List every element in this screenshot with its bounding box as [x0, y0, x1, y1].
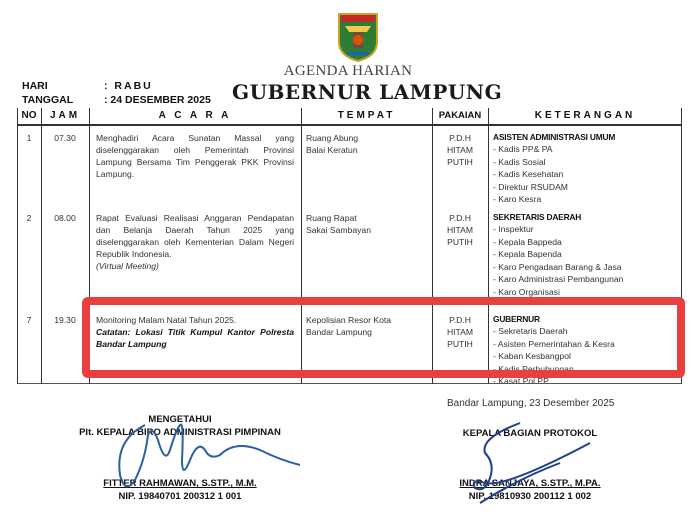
row-dress-line: P.D.H	[449, 213, 471, 223]
row-time: 08.00	[54, 213, 76, 223]
row-dress-line: PUTIH	[447, 339, 473, 349]
column-header-pakaian: PAKAIAN	[438, 110, 482, 121]
row-notes-item: - Karo Organisasi	[493, 286, 679, 299]
row-no: 1	[26, 133, 32, 143]
row-time: 07.30	[54, 133, 76, 143]
row-dress-line: HITAM	[446, 145, 474, 155]
row-notes-head: ASISTEN ADMINISTRASI UMUM	[493, 132, 616, 142]
row-dress-line: HITAM	[446, 327, 474, 337]
column-header-jam: JAM	[49, 110, 81, 121]
row-venue-line: Kepolisian Resor Kota	[306, 315, 392, 325]
row-no: 7	[26, 315, 32, 325]
row-activity-note: (Virtual Meeting)	[96, 261, 159, 271]
row-notes-item: - Kadis Perhubungan	[493, 363, 679, 376]
left-signature-icon	[110, 420, 310, 500]
row-notes-item: - Kepala Bapenda	[493, 248, 679, 261]
date-label: TANGGAL	[22, 94, 74, 106]
column-header-acara: A C A R A	[158, 110, 232, 121]
row-notes-item: - Kadis Sosial	[493, 156, 679, 169]
left-signer-title: Plt. KEPALA BIRO ADMINISTRASI PIMPINAN	[79, 427, 281, 438]
row-venue-line: Sakai Sambayan	[306, 225, 371, 235]
row-dress-line: PUTIH	[447, 157, 473, 167]
red-highlight-box	[82, 297, 685, 378]
row-activity: Monitoring Malam Natal Tahun 2025.	[96, 315, 237, 325]
row-notes-head: GUBERNUR	[493, 314, 540, 324]
acknowledged-label: MENGETAHUI	[148, 414, 212, 425]
lampung-emblem-logo	[337, 12, 379, 62]
row-notes-item: - Kasat Pol PP	[493, 375, 679, 383]
day-value: : RABU	[104, 80, 153, 92]
row-notes-item: - Kadis PP& PA	[493, 143, 679, 156]
column-divider	[41, 108, 42, 384]
row-activity: Rapat Evaluasi Realisasi Anggaran Pendapatan dan Belanja Daerah Tahun 2025 yang diselenggarakan oleh Kementerian Dalam Negeri Republik Indonesia.	[96, 213, 294, 259]
row-notes-item: - Karo Kesra	[493, 193, 679, 206]
row-notes-item: - Kepala Bappeda	[493, 236, 679, 249]
row-venue-line: Ruang Abung	[306, 133, 359, 143]
right-signature-icon	[460, 418, 600, 513]
agenda-title: AGENDA HARIAN	[283, 63, 413, 79]
column-header-tempat: TEMPAT	[337, 110, 396, 121]
row-dress-line: PUTIH	[447, 237, 473, 247]
row-notes-item: - Asisten Pemerintahan & Kesra	[493, 338, 679, 351]
row-dress-line: P.D.H	[449, 133, 471, 143]
row-no: 2	[26, 213, 32, 223]
day-label: HARI	[22, 80, 48, 92]
row-venue-line: Balai Keratun	[306, 145, 358, 155]
row-notes-item: - Inspektur	[493, 223, 679, 236]
row-time: 19.30	[54, 315, 76, 325]
left-signer-nip: NIP. 19840701 200312 1 001	[118, 491, 242, 502]
column-header-keterangan: KETERANGAN	[534, 110, 636, 121]
header-divider	[17, 124, 682, 126]
right-signer-title: KEPALA BAGIAN PROTOKOL	[462, 428, 598, 439]
place-date: Bandar Lampung, 23 Desember 2025	[447, 398, 615, 409]
row-activity-note: Catatan: Lokasi Titik Kumpul Kantor Polresta Bandar Lampung	[96, 327, 294, 349]
row-notes-head: SEKRETARIS DAERAH	[493, 212, 582, 222]
column-header-no: NO	[21, 110, 37, 121]
left-signer-name: FITTER RAHMAWAN, S.STP., M.M.	[103, 478, 257, 489]
row-notes-item: - Direktur RSUDAM	[493, 181, 679, 194]
row-activity: Menghadiri Acara Sunatan Massal yang diselenggarakan oleh Pemerintah Provinsi Lampung Bersama Tim Penggerak PKK Provinsi Lampung.	[96, 133, 294, 179]
right-signer-nip: NIP. 19810930 200112 1 002	[468, 491, 592, 502]
row-dress-line: P.D.H	[449, 315, 471, 325]
main-title: GUBERNUR LAMPUNG	[232, 80, 503, 104]
row-notes-item: - Karo Administrasi Pembangunan	[493, 273, 679, 286]
row-notes-item: - Kadis Kesehatan	[493, 168, 679, 181]
row-venue-line: Ruang Rapat	[306, 213, 357, 223]
row-dress-line: HITAM	[446, 225, 474, 235]
row-notes-item: - Kaban Kesbangpol	[493, 350, 679, 363]
date-value: : 24 DESEMBER 2025	[104, 94, 211, 106]
row-venue-line: Bandar Lampung	[306, 327, 372, 337]
right-signer-name: INDRA SANJAYA, S.STP., M.PA.	[459, 478, 601, 489]
row-notes-item: - Karo Pengadaan Barang & Jasa	[493, 261, 679, 274]
row-notes-item: - Sekretaris Daerah	[493, 325, 679, 338]
